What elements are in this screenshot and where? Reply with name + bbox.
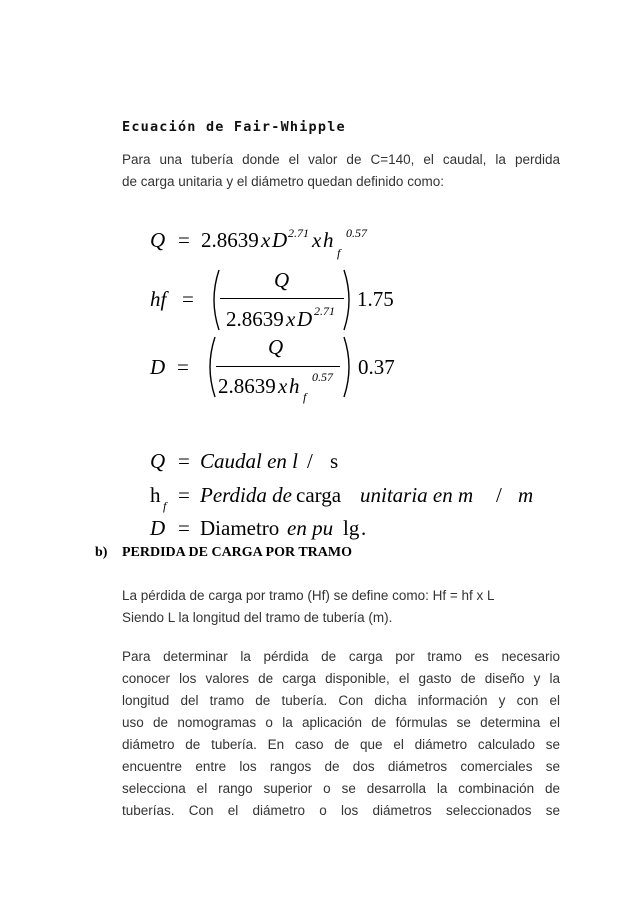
paragraph-line: encuentre entre los rangos de dos diámetros comerciales se bbox=[122, 759, 560, 774]
def-q-slash: / bbox=[307, 449, 313, 473]
eq2-den-D: D bbox=[297, 307, 313, 331]
def-h-text2: carga bbox=[296, 483, 342, 507]
def-h-unit: m bbox=[518, 483, 534, 507]
paragraph-line: selecciona el rango superior o se desarrolla la combinación de bbox=[122, 781, 560, 796]
eq2-lhs: hf bbox=[150, 287, 167, 311]
eq2-fraction-bar bbox=[220, 298, 344, 299]
def-d-text1: Diametro bbox=[200, 516, 280, 540]
def-d-symbol: D bbox=[150, 516, 166, 540]
def-q-unit: s bbox=[330, 449, 339, 473]
eq1-x1: x bbox=[261, 228, 271, 252]
paragraph-line: conocer los valores de carga disponible, el gasto de diseño y la bbox=[122, 671, 560, 686]
intro-line: Para una tubería donde el valor de C=140, el caudal, la perdida bbox=[122, 152, 560, 167]
eq1-equals: = bbox=[178, 228, 190, 252]
eq3-fraction-bar bbox=[216, 366, 340, 367]
eq2-numerator: Q bbox=[274, 268, 290, 292]
def-h-text1: Perdida de bbox=[200, 483, 292, 507]
def-h-text3: unitaria en m bbox=[360, 483, 474, 507]
section-b-label: b) bbox=[95, 545, 108, 560]
eq3-left-paren bbox=[203, 335, 217, 399]
eq2-power: 1.75 bbox=[357, 287, 394, 311]
eq1-D: D bbox=[272, 228, 288, 252]
eq1-exp-h: 0.57 bbox=[346, 226, 367, 240]
intro-line: de carga unitaria y el diámetro quedan definido como: bbox=[122, 174, 444, 189]
def-d-equals: = bbox=[178, 516, 190, 540]
intro-paragraph bbox=[122, 149, 560, 193]
eq1-x2: x bbox=[312, 228, 322, 252]
eq2-den-x: x bbox=[286, 307, 296, 331]
eq3-den-coef: 2.8639 bbox=[218, 374, 276, 398]
paragraph-line: Para determinar la pérdida de carga por tramo es necesario bbox=[122, 649, 560, 664]
def-h-equals: = bbox=[178, 483, 190, 507]
paragraph-perdida-tramo-procedimiento bbox=[122, 646, 560, 822]
heading-fair-whipple: Ecuación de Fair-Whipple bbox=[122, 119, 346, 135]
eq1-h: h bbox=[323, 228, 334, 252]
def-q-symbol: Q bbox=[150, 449, 166, 473]
eq3-power: 0.37 bbox=[358, 355, 395, 379]
eq1-lhs: Q bbox=[150, 228, 166, 252]
paragraph-line: uso de nomogramas o la aplicación de fórmulas se determina el bbox=[122, 715, 560, 730]
eq3-right-paren bbox=[342, 335, 356, 399]
def-h-sub: f bbox=[163, 499, 167, 513]
def-q-text: Caudal en l bbox=[200, 449, 298, 473]
eq3-den-exp: 0.57 bbox=[312, 370, 333, 384]
eq1-sub-f: f bbox=[337, 246, 341, 260]
def-h-slash: / bbox=[496, 483, 502, 507]
def-q-equals: = bbox=[178, 449, 190, 473]
paragraph-line: tuberías. Con el diámetro o los diámetros seleccionados se bbox=[122, 803, 560, 818]
paragraph-line: La pérdida de carga por tramo (Hf) se define como: Hf = hf x L bbox=[122, 588, 495, 603]
eq3-lhs: D bbox=[150, 355, 166, 379]
eq2-right-paren bbox=[342, 268, 356, 332]
eq3-den-x: x bbox=[278, 374, 288, 398]
eq1-coef: 2.8639 bbox=[201, 228, 259, 252]
def-d-dot: . bbox=[361, 516, 367, 540]
eq2-den-coef: 2.8639 bbox=[226, 307, 284, 331]
paragraph-line: diámetro de tubería. En caso de que el diámetro calculado se bbox=[122, 737, 560, 752]
paragraph-perdida-tramo-definicion bbox=[122, 585, 560, 629]
paragraph-line: Siendo L la longitud del tramo de tubería (m). bbox=[122, 610, 393, 625]
section-b-heading bbox=[95, 545, 352, 561]
eq1-exp-D: 2.71 bbox=[288, 226, 309, 240]
eq2-den-exp: 2.71 bbox=[314, 304, 335, 318]
eq3-den-h: h bbox=[289, 374, 300, 398]
eq3-numerator: Q bbox=[268, 335, 284, 359]
paragraph-line: longitud del tramo de tubería. Con dicha información y con el bbox=[122, 693, 560, 708]
section-b-title: PERDIDA DE CARGA POR TRAMO bbox=[122, 545, 352, 560]
eq3-equals: = bbox=[177, 355, 189, 379]
eq3-den-sub: f bbox=[303, 390, 307, 404]
def-d-text2: en pu bbox=[287, 516, 334, 540]
eq2-equals: = bbox=[182, 287, 194, 311]
def-h-symbol: h bbox=[150, 483, 161, 507]
def-d-text3: lg bbox=[343, 516, 360, 540]
eq2-left-paren bbox=[207, 268, 221, 332]
